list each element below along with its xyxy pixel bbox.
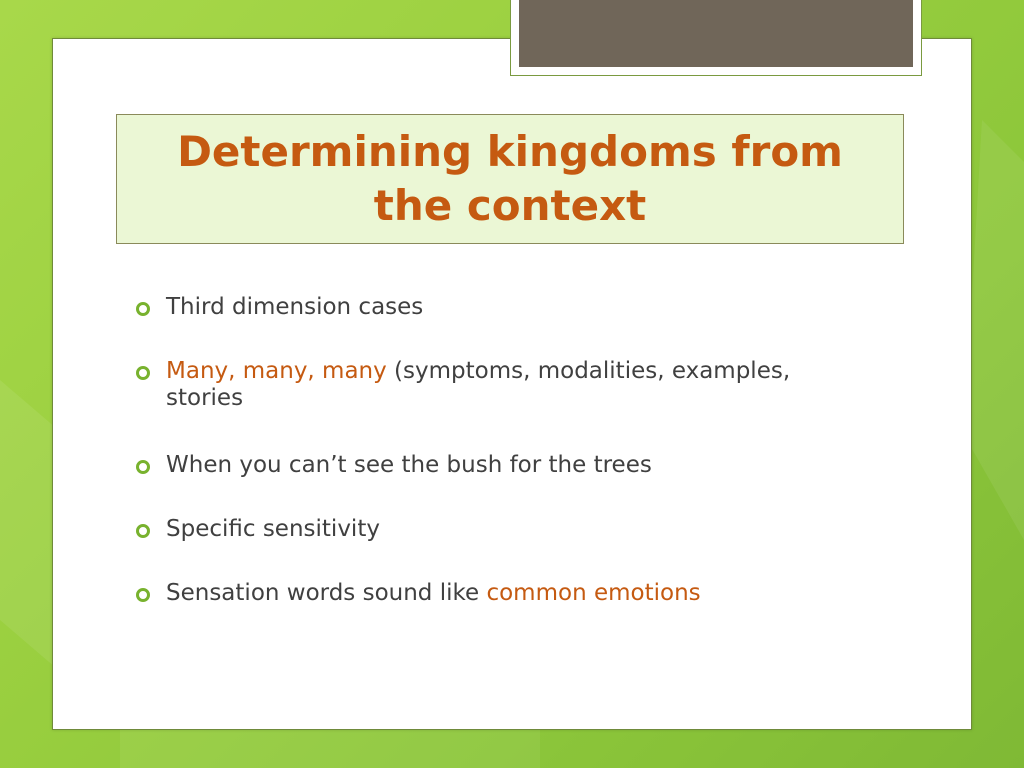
header-tab [510, 0, 922, 76]
title-box [116, 114, 904, 244]
bullet-item [136, 580, 856, 607]
bullet-text: Third dimension cases [166, 294, 424, 320]
bullet-text: Specific sensitivity [166, 516, 380, 542]
ring-bullet-icon [136, 460, 150, 474]
ring-bullet-icon [136, 588, 150, 602]
bullet-text: (symptoms, modalities, examples, stories [166, 358, 791, 411]
bullet-item [136, 452, 856, 479]
ring-bullet-icon [136, 524, 150, 538]
background-facet [964, 120, 1024, 540]
bullet-list [136, 294, 856, 607]
background-facet [120, 728, 540, 768]
bullet-highlight-text: common emotions [486, 580, 701, 606]
bullet-item [136, 358, 856, 412]
bullet-highlight-text: Many, many, many [166, 358, 387, 384]
ring-bullet-icon [136, 366, 150, 380]
header-tab-fill [519, 0, 913, 67]
bullet-item [136, 294, 856, 321]
ring-bullet-icon [136, 302, 150, 316]
bullet-item [136, 516, 856, 543]
slide-title: Determining kingdoms from the context [177, 127, 843, 230]
bullet-text: When you can’t see the bush for the trees [166, 452, 652, 478]
bullet-text: Sensation words sound like [166, 580, 487, 606]
